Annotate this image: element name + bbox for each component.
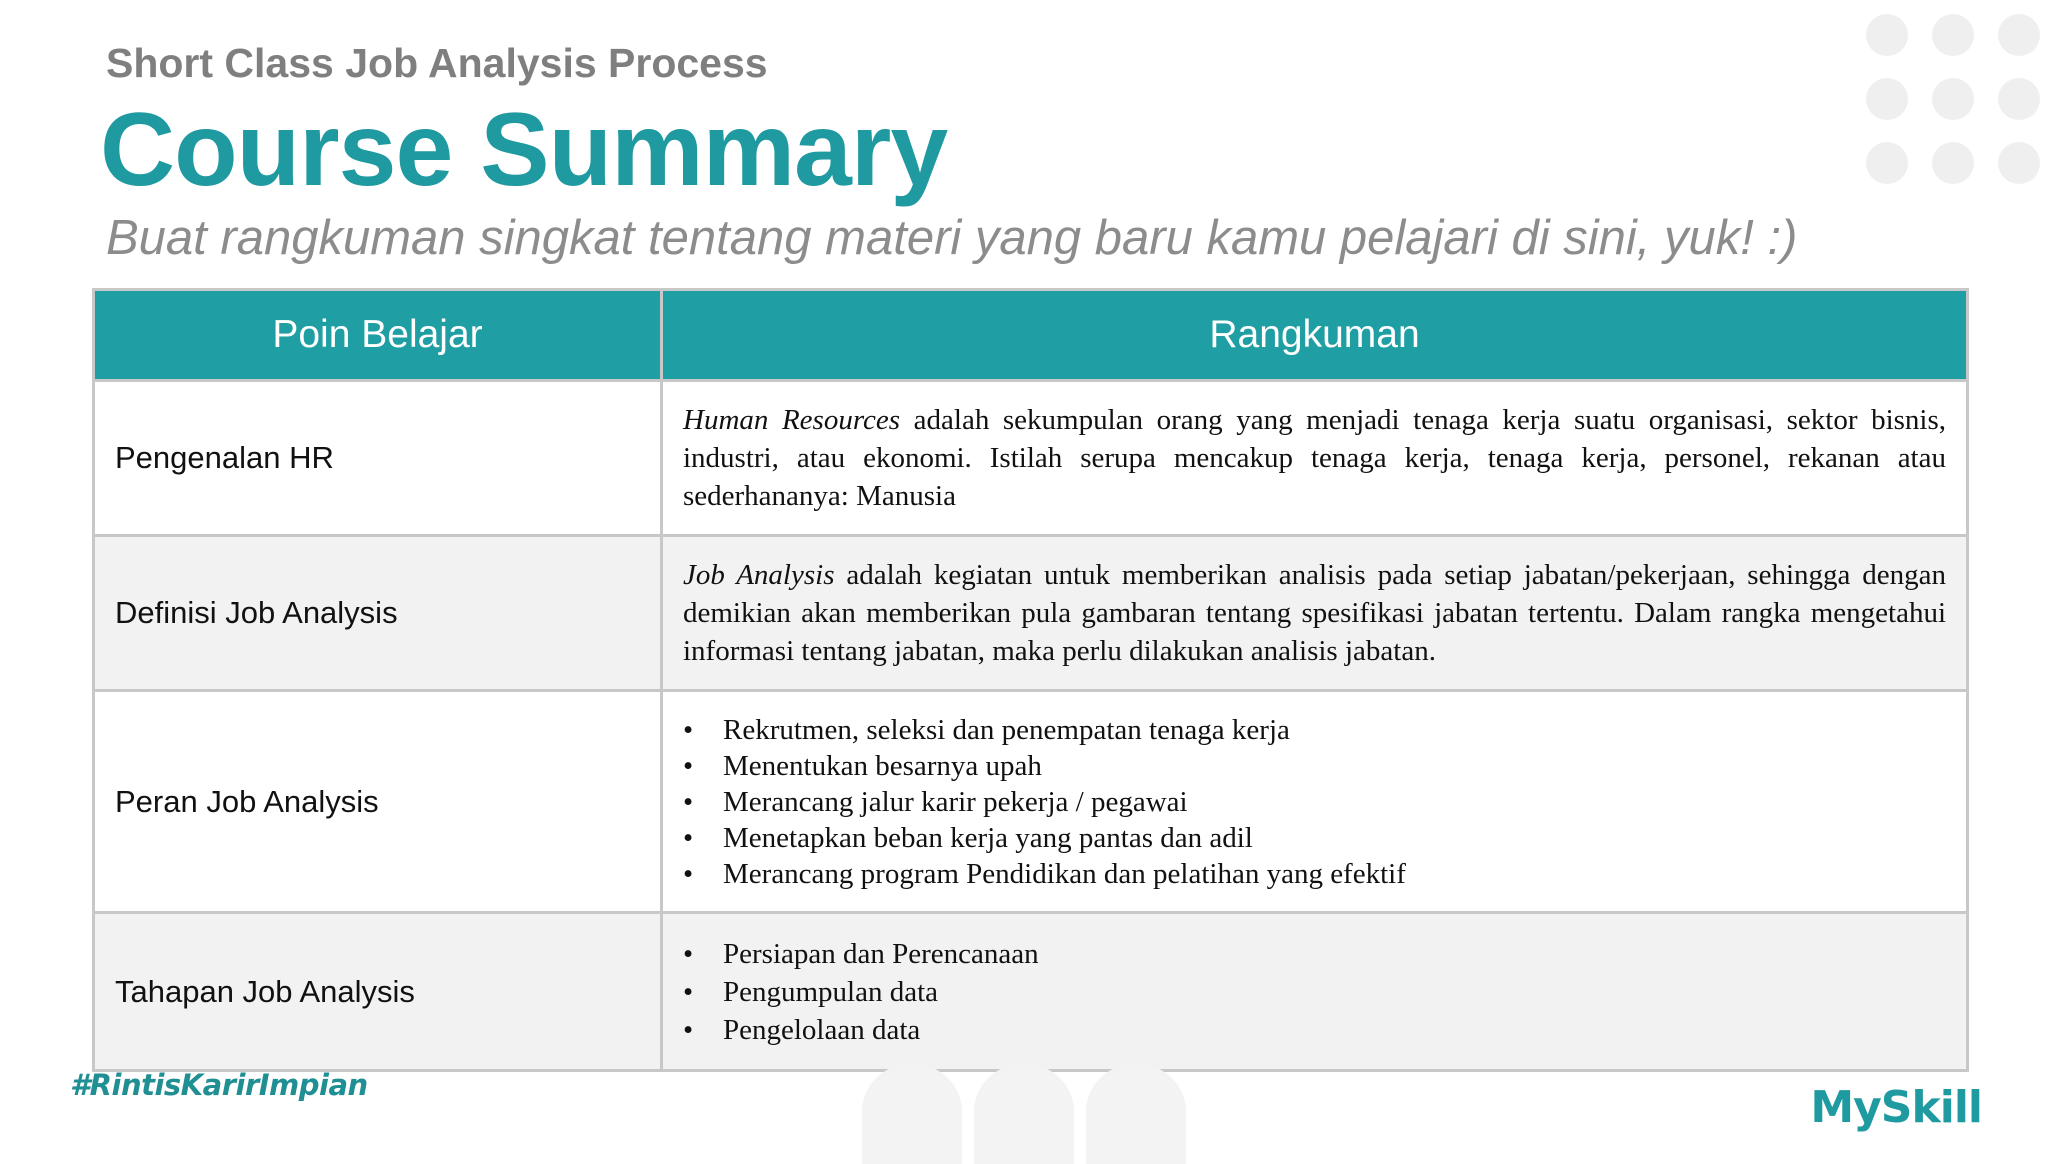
summary-lead-term: Human Resources xyxy=(683,404,901,436)
list-item: • Rekrutmen, seleksi dan penempatan tenaga kerja xyxy=(723,712,1946,748)
dot-decoration xyxy=(1866,142,1908,184)
row-summary xyxy=(662,381,1968,536)
bullet-list xyxy=(683,935,1946,1049)
table-row xyxy=(94,381,1968,536)
table-row xyxy=(94,913,1968,1071)
summary-lead-term: Job Analysis xyxy=(683,559,835,591)
row-point: Tahapan Job Analysis xyxy=(94,913,662,1071)
decorative-dot-grid xyxy=(1866,14,2048,186)
dot-decoration xyxy=(1998,78,2040,120)
summary-text: adalah sekumpulan orang yang menjadi tenaga kerja suatu organisasi, sektor bisnis, industri, atau ekonomi. Istilah serupa mencakup tenaga kerja, tenaga kerja, personel, rekanan atau sederhananya: Manusia xyxy=(683,404,1947,512)
header-rangkuman: Rangkuman xyxy=(662,290,1968,381)
dot-decoration xyxy=(1998,14,2040,56)
page-title: Course Summary xyxy=(100,92,948,208)
arch-decoration xyxy=(974,1064,1074,1164)
arch-decoration xyxy=(862,1064,962,1164)
row-summary xyxy=(662,691,1968,913)
course-subtitle: Short Class Job Analysis Process xyxy=(106,40,768,86)
table-row xyxy=(94,536,1968,691)
page-tagline: Buat rangkuman singkat tentang materi yang baru kamu pelajari di sini, yuk! :) xyxy=(106,211,1798,265)
dot-decoration xyxy=(1932,78,1974,120)
hashtag-label: #RintisKarirImpian xyxy=(70,1068,368,1102)
myskill-logo: MySkill xyxy=(1810,1082,1982,1133)
dot-decoration xyxy=(1998,142,2040,184)
decorative-arches xyxy=(862,1064,1192,1152)
list-item: • Menentukan besarnya upah xyxy=(723,748,1946,784)
summary-table xyxy=(92,288,1969,1072)
table-header-row xyxy=(94,290,1968,381)
list-item: • Persiapan dan Perencanaan xyxy=(723,935,1946,973)
dot-decoration xyxy=(1932,14,1974,56)
row-point: Pengenalan HR xyxy=(94,381,662,536)
row-summary xyxy=(662,913,1968,1071)
list-item: • Merancang jalur karir pekerja / pegawai xyxy=(723,784,1946,820)
dot-decoration xyxy=(1866,78,1908,120)
dot-decoration xyxy=(1866,14,1908,56)
header-poin-belajar: Poin Belajar xyxy=(94,290,662,381)
list-item: • Pengelolaan data xyxy=(723,1011,1946,1049)
table-row xyxy=(94,691,1968,913)
row-summary xyxy=(662,536,1968,691)
list-item: • Pengumpulan data xyxy=(723,973,1946,1011)
list-item: • Merancang program Pendidikan dan pelatihan yang efektif xyxy=(723,856,1946,892)
summary-text: adalah kegiatan untuk memberikan analisis pada setiap jabatan/pekerjaan, sehingga dengan demikian akan memberikan pula gambaran tentang spesifikasi jabatan tertentu. Dalam rangka mengetahui informasi tentang jabatan, maka perlu dilakukan analisis jabatan. xyxy=(683,559,1947,667)
list-item: • Menetapkan beban kerja yang pantas dan adil xyxy=(723,820,1946,856)
dot-decoration xyxy=(1932,142,1974,184)
arch-decoration xyxy=(1086,1064,1186,1164)
row-point: Peran Job Analysis xyxy=(94,691,662,913)
bullet-list xyxy=(683,712,1946,892)
row-point: Definisi Job Analysis xyxy=(94,536,662,691)
